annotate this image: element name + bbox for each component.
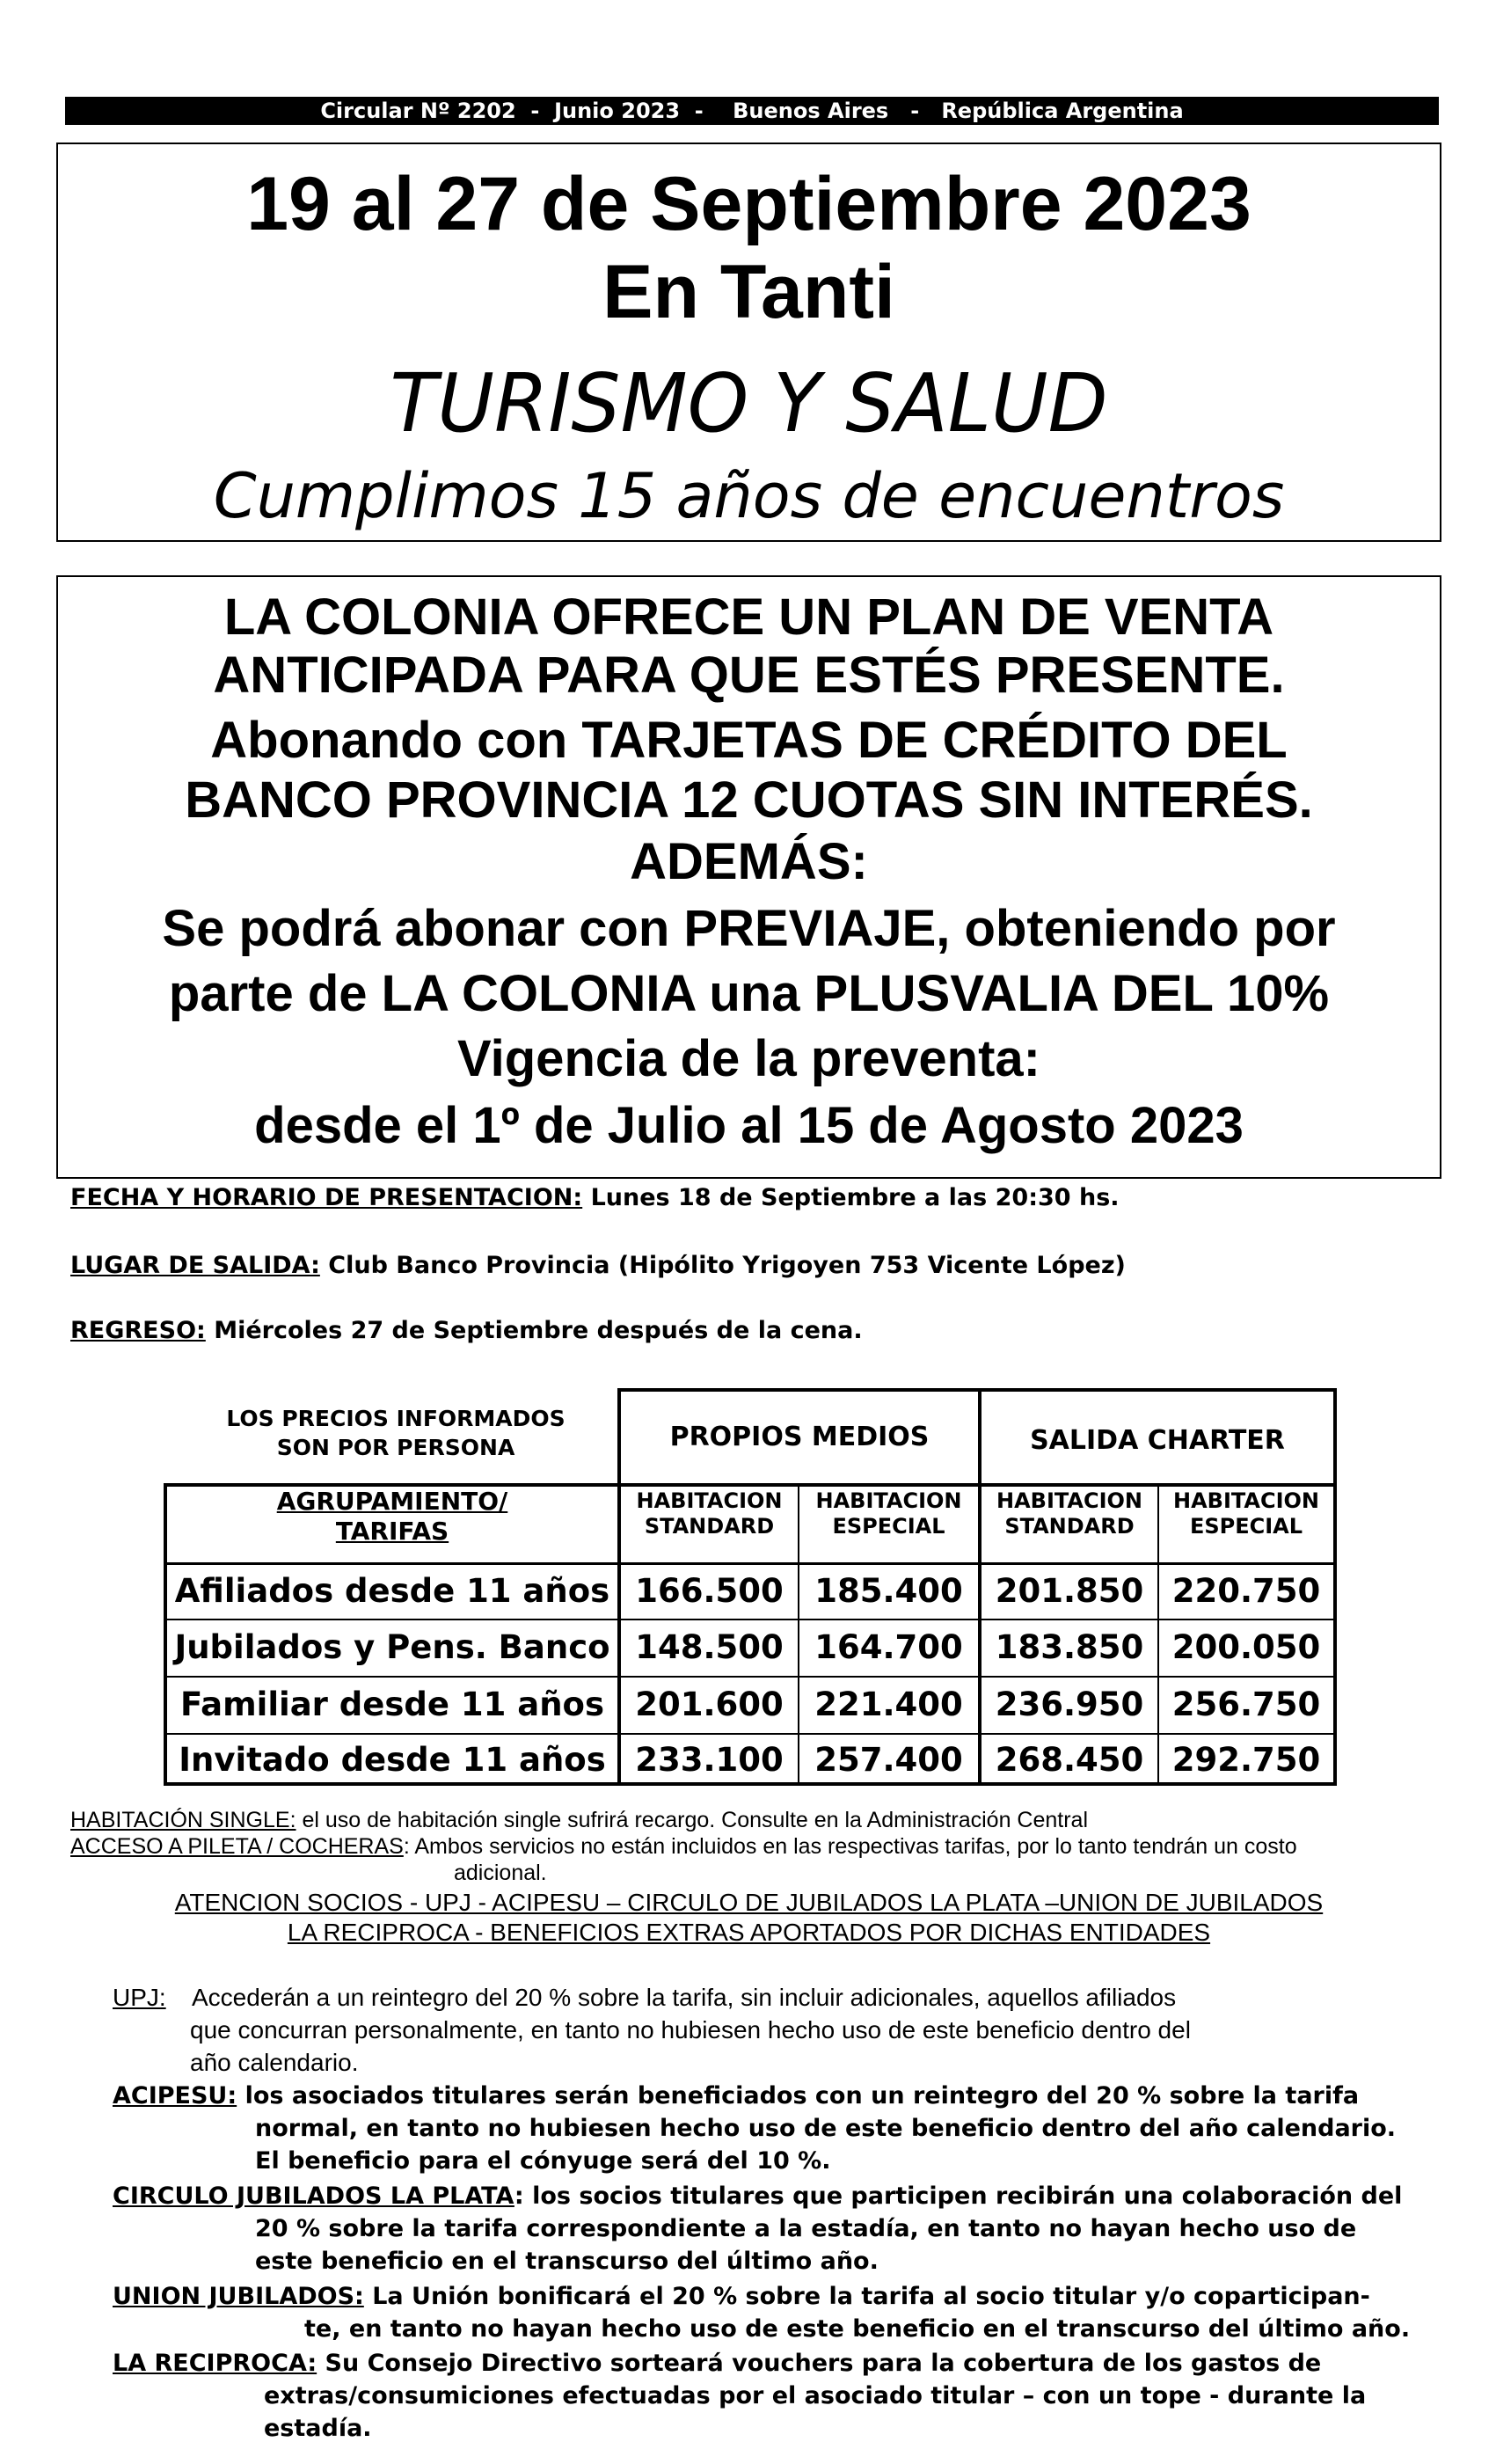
row-label: Afiliados desde 11 años xyxy=(174,1572,610,1610)
acipesu-line: El beneficio para el cónyuge será del 10 %. xyxy=(255,2147,831,2175)
offer-line: ADEMÁS: xyxy=(630,833,868,890)
row-label: Jubilados y Pens. Banco xyxy=(174,1628,610,1666)
offer-line: ANTICIPADA PARA QUE ESTÉS PRESENTE. xyxy=(213,647,1285,704)
pool-parking-note xyxy=(70,1833,1297,1860)
room-type-line: ESPECIAL xyxy=(832,1514,945,1539)
reciproca-line: estadía. xyxy=(264,2415,372,2442)
upj-line: año calendario. xyxy=(190,2049,359,2076)
benefits-heading: LA RECIPROCA - BENEFICIOS EXTRAS APORTADOS POR DICHAS ENTIDADES xyxy=(287,1919,1211,1946)
single-room-label: HABITACIÓN SINGLE: xyxy=(70,1808,296,1832)
pool-parking-label: ACCESO A PILETA / COCHERAS xyxy=(70,1834,404,1859)
offer-line: Abonando con TARJETAS DE CRÉDITO DEL xyxy=(210,712,1288,769)
price-cell: 292.750 xyxy=(1171,1741,1321,1779)
offer-line: desde el 1º de Julio al 15 de Agosto 2023 xyxy=(254,1097,1244,1154)
circular-header-bar: Circular Nº 2202 - Junio 2023 - Buenos Aires - República Argentina xyxy=(65,97,1439,125)
group-header-charter: SALIDA CHARTER xyxy=(1030,1425,1285,1456)
price-cell: 268.450 xyxy=(995,1741,1144,1779)
price-cell: 220.750 xyxy=(1171,1572,1321,1610)
grouping-label xyxy=(167,1487,617,1546)
room-type-header xyxy=(1159,1488,1333,1539)
circulo-line: este beneficio en el transcurso del último año. xyxy=(255,2248,879,2275)
departure-value: Club Banco Provincia (Hipólito Yrigoyen 753 Vicente López) xyxy=(319,1252,1126,1279)
circulo-line: : los socios titulares que participen recibirán una colaboración del xyxy=(514,2183,1403,2210)
acipesu-line: los asociados titulares serán beneficiados con un reintegro del 20 % sobre la tarifa xyxy=(237,2082,1360,2109)
union-line: La Unión bonificará el 20 % sobre la tarifa al socio titular y/o coparticipan- xyxy=(363,2283,1370,2310)
return-value: Miércoles 27 de Septiembre después de la cena. xyxy=(205,1317,863,1344)
offer-line: Vigencia de la preventa: xyxy=(457,1030,1040,1087)
grouping-label-line: AGRUPAMIENTO/ xyxy=(276,1487,508,1516)
price-cell: 256.750 xyxy=(1171,1685,1321,1723)
benefits-heading: ATENCION SOCIOS - UPJ - ACIPESU – CIRCULO DE JUBILADOS LA PLATA –UNION DE JUBILADOS xyxy=(174,1889,1324,1916)
upj-label-text: UPJ: xyxy=(113,1984,166,2011)
pool-parking-value-cont: adicional. xyxy=(454,1861,547,1885)
event-dates: 19 al 27 de Septiembre 2023 xyxy=(246,162,1252,246)
room-type-line: HABITACION xyxy=(636,1488,783,1513)
room-type-line: STANDARD xyxy=(644,1514,775,1539)
row-label: Invitado desde 11 años xyxy=(179,1741,606,1779)
grouping-label-line: TARIFAS xyxy=(335,1517,449,1546)
departure-info xyxy=(70,1251,1126,1281)
offer-line: Se podrá abonar con PREVIAJE, obteniendo por xyxy=(162,900,1336,957)
reciproca-benefit xyxy=(113,2347,1321,2380)
prices-note-line: SON POR PERSONA xyxy=(276,1435,515,1460)
union-benefit xyxy=(113,2280,1370,2313)
return-info xyxy=(70,1316,863,1346)
room-type-header xyxy=(799,1488,978,1539)
row-divider xyxy=(164,1562,1337,1565)
price-cell: 233.100 xyxy=(635,1741,784,1779)
circular-date: Junio 2023 xyxy=(554,99,681,123)
price-cell: 221.400 xyxy=(814,1685,963,1723)
event-title: TURISMO Y SALUD xyxy=(390,356,1108,450)
event-title-box xyxy=(56,143,1441,542)
single-room-note xyxy=(70,1807,1088,1833)
row-divider xyxy=(164,1733,1337,1735)
circulo-label: CIRCULO JUBILADOS LA PLATA xyxy=(113,2183,514,2210)
circular-country: República Argentina xyxy=(941,99,1184,123)
prices-note-line: LOS PRECIOS INFORMADOS xyxy=(226,1406,566,1431)
price-cell: 166.500 xyxy=(635,1572,784,1610)
price-cell: 185.400 xyxy=(814,1572,963,1610)
acipesu-line: normal, en tanto no hubiesen hecho uso de este beneficio dentro del año calendario. xyxy=(255,2115,1397,2142)
union-line: te, en tanto no hayan hecho uso de este beneficio en el transcurso del último año. xyxy=(304,2315,1411,2343)
group-header-propios: PROPIOS MEDIOS xyxy=(669,1422,930,1452)
room-type-line: HABITACION xyxy=(996,1488,1142,1513)
reciproca-label: LA RECIPROCA: xyxy=(113,2350,317,2377)
room-type-line: ESPECIAL xyxy=(1189,1514,1303,1539)
price-cell: 200.050 xyxy=(1171,1628,1321,1666)
price-cell: 201.600 xyxy=(635,1685,784,1723)
presentation-label: FECHA Y HORARIO DE PRESENTACION: xyxy=(70,1184,583,1211)
circulo-line: 20 % sobre la tarifa correspondiente a la estadía, en tanto no hayan hecho uso de xyxy=(255,2215,1357,2242)
price-cell: 164.700 xyxy=(814,1628,963,1666)
price-cell: 183.850 xyxy=(995,1628,1144,1666)
circular-city: Buenos Aires xyxy=(733,99,889,123)
price-cell: 148.500 xyxy=(635,1628,784,1666)
room-type-line: STANDARD xyxy=(1004,1514,1135,1539)
room-type-line: HABITACION xyxy=(815,1488,962,1513)
presentation-value: Lunes 18 de Septiembre a las 20:30 hs. xyxy=(582,1184,1120,1211)
return-label: REGRESO: xyxy=(70,1317,206,1344)
price-cell: 201.850 xyxy=(995,1572,1144,1610)
upj-line: Accederán a un reintegro del 20 % sobre la tarifa, sin incluir adicionales, aquellos afiliados xyxy=(192,1984,1177,2011)
upj-label xyxy=(113,1981,166,2014)
offer-line: parte de LA COLONIA una PLUSVALIA DEL 10% xyxy=(168,965,1330,1022)
room-type-line: HABITACION xyxy=(1173,1488,1319,1513)
price-cell: 236.950 xyxy=(995,1685,1144,1723)
room-type-header xyxy=(982,1488,1157,1539)
circular-number: Circular Nº 2202 xyxy=(320,99,516,123)
offer-line: BANCO PROVINCIA 12 CUOTAS SIN INTERÉS. xyxy=(185,771,1313,829)
offer-line: LA COLONIA OFRECE UN PLAN DE VENTA xyxy=(223,589,1274,646)
prices-note xyxy=(176,1404,616,1462)
acipesu-label: ACIPESU: xyxy=(113,2082,237,2109)
presentation-info xyxy=(70,1183,1120,1213)
reciproca-line: Su Consejo Directivo sorteará vouchers para la cobertura de los gastos de xyxy=(317,2350,1322,2377)
reciproca-line: extras/consumiciones efectuadas por el asociado titular – con un tope - durante la xyxy=(264,2382,1367,2409)
event-tagline: Cumplimos 15 años de encuentros xyxy=(213,460,1285,532)
pool-parking-value: : Ambos servicios no están incluidos en las respectivas tarifas, por lo tanto tendrán un costo xyxy=(403,1834,1297,1859)
row-divider xyxy=(164,1676,1337,1678)
room-type-header xyxy=(621,1488,798,1539)
row-label: Familiar desde 11 años xyxy=(180,1685,604,1723)
price-cell: 257.400 xyxy=(814,1741,963,1779)
row-divider xyxy=(164,1619,1337,1620)
offer-box xyxy=(56,575,1441,1179)
event-place: En Tanti xyxy=(602,250,895,334)
union-label: UNION JUBILADOS: xyxy=(113,2283,364,2310)
acipesu-benefit xyxy=(113,2080,1359,2112)
upj-line: que concurran personalmente, en tanto no hubiesen hecho uso de este beneficio dentro del xyxy=(190,2016,1191,2044)
circulo-benefit xyxy=(113,2180,1402,2212)
departure-label: LUGAR DE SALIDA: xyxy=(70,1252,320,1279)
single-room-value: el uso de habitación single sufrirá recargo. Consulte en la Administración Central xyxy=(296,1808,1089,1832)
